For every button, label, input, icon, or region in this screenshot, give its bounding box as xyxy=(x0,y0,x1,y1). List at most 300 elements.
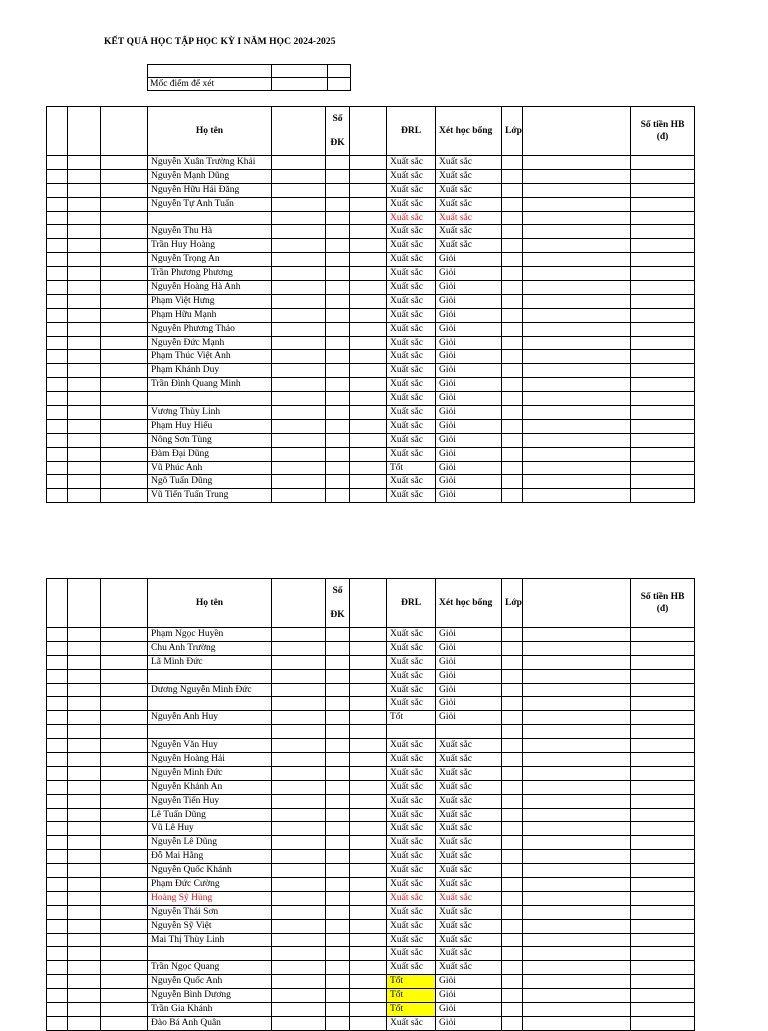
empty-cell xyxy=(502,766,523,780)
empty-cell xyxy=(101,878,148,892)
empty-cell xyxy=(68,711,101,725)
empty-cell xyxy=(631,905,695,919)
empty-cell xyxy=(101,489,148,503)
empty-cell xyxy=(272,766,326,780)
header-row xyxy=(47,579,695,628)
empty-cell xyxy=(47,239,68,253)
table-row xyxy=(47,183,695,197)
empty-cell xyxy=(47,711,68,725)
scholarship-value: Xuất sắc xyxy=(436,780,502,794)
empty-cell xyxy=(350,281,387,295)
drl-value: Xuất sắc xyxy=(387,308,436,322)
student-name xyxy=(148,725,272,739)
empty-cell xyxy=(272,739,326,753)
student-name: Nguyễn Sỹ Việt xyxy=(148,919,272,933)
empty-cell xyxy=(631,850,695,864)
empty-cell xyxy=(326,822,350,836)
table-row xyxy=(47,281,695,295)
empty-cell xyxy=(101,739,148,753)
empty-cell xyxy=(350,780,387,794)
drl-value: Xuất sắc xyxy=(387,197,436,211)
empty-cell xyxy=(502,989,523,1003)
empty-cell xyxy=(523,253,631,267)
empty-cell xyxy=(101,905,148,919)
drl-value: Xuất sắc xyxy=(387,808,436,822)
drl-value: Xuất sắc xyxy=(387,836,436,850)
scholarship-value: Xuất sắc xyxy=(436,225,502,239)
empty-cell xyxy=(47,169,68,183)
student-name xyxy=(148,211,272,225)
empty-cell xyxy=(47,947,68,961)
empty-cell xyxy=(631,322,695,336)
empty-cell xyxy=(350,822,387,836)
empty-cell xyxy=(272,211,326,225)
scholarship-value: Xuất sắc xyxy=(436,864,502,878)
empty-cell xyxy=(350,739,387,753)
empty-cell xyxy=(47,628,68,642)
empty-cell xyxy=(350,878,387,892)
empty-cell xyxy=(101,447,148,461)
empty-cell xyxy=(272,850,326,864)
scholarship-value: Xuất sắc xyxy=(436,961,502,975)
empty-cell xyxy=(326,947,350,961)
empty-cell xyxy=(101,780,148,794)
empty-cell xyxy=(523,739,631,753)
drl-value: Xuất sắc xyxy=(387,336,436,350)
empty-cell xyxy=(523,641,631,655)
empty-cell xyxy=(326,683,350,697)
table-row xyxy=(47,475,695,489)
student-name: Vũ Tiến Tuấn Trung xyxy=(148,489,272,503)
student-name: Phạm Việt Hưng xyxy=(148,294,272,308)
scholarship-value: Xuất sắc xyxy=(436,836,502,850)
empty-cell xyxy=(326,308,350,322)
empty-cell xyxy=(68,267,101,281)
scholarship-value: Giỏi xyxy=(436,336,502,350)
drl-value: Xuất sắc xyxy=(387,489,436,503)
student-name: Trần Huy Hoàng xyxy=(148,239,272,253)
empty-cell xyxy=(47,780,68,794)
scholarship-value: Xuất sắc xyxy=(436,891,502,905)
empty-cell xyxy=(47,989,68,1003)
empty-cell xyxy=(47,766,68,780)
scholarship-value: Giỏi xyxy=(436,489,502,503)
student-name: Trần Gia Khánh xyxy=(148,1003,272,1017)
empty-cell xyxy=(350,808,387,822)
empty-cell xyxy=(523,808,631,822)
empty-cell xyxy=(502,267,523,281)
student-name: Ngô Tuấn Dũng xyxy=(148,475,272,489)
drl-value: Xuất sắc xyxy=(387,669,436,683)
empty-cell xyxy=(631,655,695,669)
table-row xyxy=(47,822,695,836)
drl-value: Xuất sắc xyxy=(387,225,436,239)
empty-cell xyxy=(272,753,326,767)
empty-cell xyxy=(272,197,326,211)
empty-cell xyxy=(523,1016,631,1030)
empty-cell xyxy=(502,392,523,406)
student-name: Đàm Đại Dũng xyxy=(148,447,272,461)
empty-cell xyxy=(47,961,68,975)
empty-cell xyxy=(272,336,326,350)
empty-cell xyxy=(101,211,148,225)
empty-cell xyxy=(523,669,631,683)
empty-cell xyxy=(101,628,148,642)
empty-cell xyxy=(631,933,695,947)
empty-cell xyxy=(47,336,68,350)
empty-cell xyxy=(350,1016,387,1030)
table-row xyxy=(47,739,695,753)
header-so-dk: Số ĐK xyxy=(326,107,350,156)
empty-cell xyxy=(350,350,387,364)
empty-cell xyxy=(523,711,631,725)
student-name: Lã Minh Đức xyxy=(148,655,272,669)
empty-cell xyxy=(350,378,387,392)
empty-cell xyxy=(326,253,350,267)
empty-cell xyxy=(523,461,631,475)
scholarship-value xyxy=(436,725,502,739)
empty-cell xyxy=(68,655,101,669)
empty-cell xyxy=(272,919,326,933)
table-row xyxy=(47,461,695,475)
criteria-row xyxy=(148,78,351,91)
empty-cell xyxy=(47,294,68,308)
empty-cell xyxy=(101,864,148,878)
empty-cell xyxy=(523,947,631,961)
empty-cell xyxy=(502,864,523,878)
empty-cell xyxy=(101,891,148,905)
empty-cell xyxy=(502,641,523,655)
empty-cell xyxy=(326,1003,350,1017)
empty-cell xyxy=(326,419,350,433)
empty-cell xyxy=(523,447,631,461)
empty-cell xyxy=(631,1003,695,1017)
empty-cell xyxy=(350,392,387,406)
drl-value: Xuất sắc xyxy=(387,905,436,919)
empty-cell xyxy=(326,461,350,475)
table-row xyxy=(47,350,695,364)
drl-value: Tốt xyxy=(387,975,436,989)
empty-cell xyxy=(631,378,695,392)
empty-cell xyxy=(68,836,101,850)
empty-cell xyxy=(47,864,68,878)
empty-cell xyxy=(502,447,523,461)
empty-cell xyxy=(47,933,68,947)
drl-value: Xuất sắc xyxy=(387,878,436,892)
empty-cell xyxy=(350,697,387,711)
drl-value: Xuất sắc xyxy=(387,961,436,975)
table-row xyxy=(47,766,695,780)
empty-cell xyxy=(350,975,387,989)
empty-cell xyxy=(68,392,101,406)
drl-value: Xuất sắc xyxy=(387,281,436,295)
empty-cell xyxy=(101,378,148,392)
criteria-label: Mốc điểm để xét xyxy=(148,78,272,91)
empty-cell xyxy=(523,392,631,406)
empty-cell xyxy=(101,725,148,739)
empty-cell xyxy=(523,725,631,739)
empty-cell xyxy=(47,836,68,850)
scholarship-value: Giỏi xyxy=(436,419,502,433)
drl-value: Tốt xyxy=(387,711,436,725)
empty-cell xyxy=(47,905,68,919)
empty-cell xyxy=(523,489,631,503)
empty-cell xyxy=(350,197,387,211)
table-row xyxy=(47,392,695,406)
empty-cell xyxy=(101,669,148,683)
empty-cell xyxy=(101,989,148,1003)
empty-cell xyxy=(631,878,695,892)
empty-cell xyxy=(68,364,101,378)
empty-cell xyxy=(68,281,101,295)
drl-value: Xuất sắc xyxy=(387,475,436,489)
table-row xyxy=(47,1016,695,1030)
empty-cell xyxy=(68,891,101,905)
drl-value: Xuất sắc xyxy=(387,947,436,961)
empty-cell xyxy=(350,475,387,489)
empty-cell xyxy=(631,766,695,780)
drl-value xyxy=(387,725,436,739)
empty-cell xyxy=(502,891,523,905)
empty-cell xyxy=(272,697,326,711)
empty-cell xyxy=(502,850,523,864)
drl-value: Xuất sắc xyxy=(387,183,436,197)
empty-cell xyxy=(631,753,695,767)
table-row xyxy=(47,239,695,253)
empty-cell xyxy=(326,239,350,253)
empty-cell xyxy=(68,697,101,711)
empty-cell xyxy=(47,739,68,753)
empty-cell xyxy=(272,933,326,947)
empty-cell xyxy=(523,1003,631,1017)
drl-value: Xuất sắc xyxy=(387,169,436,183)
empty-cell xyxy=(631,281,695,295)
empty-cell xyxy=(68,489,101,503)
empty-cell xyxy=(631,169,695,183)
empty-cell xyxy=(326,780,350,794)
empty-cell xyxy=(272,183,326,197)
empty-cell xyxy=(631,239,695,253)
empty-cell xyxy=(502,419,523,433)
scholarship-value: Xuất sắc xyxy=(436,239,502,253)
student-name: Nguyễn Mạnh Dũng xyxy=(148,169,272,183)
empty-cell xyxy=(101,406,148,420)
student-name: Đào Bá Anh Quân xyxy=(148,1016,272,1030)
empty-cell xyxy=(326,808,350,822)
empty-cell xyxy=(326,655,350,669)
empty-cell xyxy=(326,156,350,170)
student-name: Dương Nguyễn Minh Đức xyxy=(148,683,272,697)
empty-cell xyxy=(326,475,350,489)
drl-value: Xuất sắc xyxy=(387,739,436,753)
empty-cell xyxy=(101,794,148,808)
empty-cell xyxy=(272,683,326,697)
student-name: Vũ Lê Huy xyxy=(148,822,272,836)
scholarship-value: Giỏi xyxy=(436,253,502,267)
empty-cell xyxy=(272,156,326,170)
empty-cell xyxy=(350,336,387,350)
scholarship-value: Xuất sắc xyxy=(436,183,502,197)
empty-cell xyxy=(502,669,523,683)
empty-cell xyxy=(272,169,326,183)
empty-cell xyxy=(350,933,387,947)
scholarship-value: Xuất sắc xyxy=(436,197,502,211)
empty-cell xyxy=(68,156,101,170)
empty-cell xyxy=(502,211,523,225)
empty-cell xyxy=(523,628,631,642)
empty-cell xyxy=(631,350,695,364)
table-row xyxy=(47,156,695,170)
criteria-row-empty xyxy=(148,65,351,78)
empty-cell xyxy=(272,864,326,878)
empty-cell xyxy=(326,628,350,642)
student-name: Vương Thùy Linh xyxy=(148,406,272,420)
empty-cell xyxy=(350,655,387,669)
empty-cell xyxy=(631,419,695,433)
empty-cell xyxy=(47,725,68,739)
empty-cell xyxy=(326,433,350,447)
scholarship-value: Giỏi xyxy=(436,697,502,711)
empty-cell xyxy=(631,447,695,461)
empty-cell xyxy=(631,711,695,725)
empty-cell xyxy=(350,447,387,461)
empty-cell xyxy=(47,350,68,364)
table-row xyxy=(47,211,695,225)
drl-value: Xuất sắc xyxy=(387,766,436,780)
table-row xyxy=(47,808,695,822)
empty-cell xyxy=(631,489,695,503)
header-so-dk: Số ĐK xyxy=(326,579,350,628)
empty-cell xyxy=(68,975,101,989)
scholarship-value: Xuất sắc xyxy=(436,753,502,767)
empty-cell xyxy=(272,725,326,739)
empty-cell xyxy=(631,1016,695,1030)
empty-cell xyxy=(631,822,695,836)
empty-cell xyxy=(326,836,350,850)
empty-cell xyxy=(68,794,101,808)
empty-cell xyxy=(502,364,523,378)
scholarship-value: Xuất sắc xyxy=(436,919,502,933)
empty-cell xyxy=(272,641,326,655)
table-row xyxy=(47,933,695,947)
empty-cell xyxy=(350,364,387,378)
empty-cell xyxy=(68,933,101,947)
drl-value: Xuất sắc xyxy=(387,267,436,281)
empty-cell xyxy=(350,947,387,961)
student-name: Nguyễn Khánh An xyxy=(148,780,272,794)
empty-cell xyxy=(326,392,350,406)
empty-cell xyxy=(101,197,148,211)
empty-cell xyxy=(326,322,350,336)
empty-cell xyxy=(523,989,631,1003)
empty-cell xyxy=(68,766,101,780)
empty-cell xyxy=(272,378,326,392)
scholarship-value: Xuất sắc xyxy=(436,947,502,961)
student-name: Phạm Khánh Duy xyxy=(148,364,272,378)
empty-cell xyxy=(101,294,148,308)
student-name xyxy=(148,947,272,961)
empty-cell xyxy=(47,850,68,864)
table-row xyxy=(47,780,695,794)
empty-cell xyxy=(523,850,631,864)
table-row xyxy=(47,197,695,211)
empty-cell xyxy=(350,850,387,864)
empty-cell xyxy=(502,489,523,503)
empty-cell xyxy=(68,628,101,642)
empty-cell xyxy=(101,156,148,170)
empty-cell xyxy=(272,489,326,503)
student-name: Trần Đình Quang Minh xyxy=(148,378,272,392)
empty-cell xyxy=(101,183,148,197)
empty-cell xyxy=(523,294,631,308)
scholarship-value: Giỏi xyxy=(436,308,502,322)
empty-cell xyxy=(68,739,101,753)
empty-cell xyxy=(272,281,326,295)
empty-cell xyxy=(523,433,631,447)
student-name: Trần Ngọc Quang xyxy=(148,961,272,975)
scholarship-value: Xuất sắc xyxy=(436,156,502,170)
drl-value: Xuất sắc xyxy=(387,253,436,267)
results-table-1 xyxy=(46,106,695,503)
empty-cell xyxy=(523,281,631,295)
empty-cell xyxy=(68,239,101,253)
empty-cell xyxy=(101,169,148,183)
empty-cell xyxy=(47,975,68,989)
empty-cell xyxy=(350,725,387,739)
empty-cell xyxy=(68,419,101,433)
table-row xyxy=(47,378,695,392)
empty-cell xyxy=(326,961,350,975)
empty-cell xyxy=(326,753,350,767)
scholarship-value: Giỏi xyxy=(436,711,502,725)
student-name xyxy=(148,697,272,711)
table-row xyxy=(47,711,695,725)
empty-cell xyxy=(326,878,350,892)
empty-cell xyxy=(631,156,695,170)
scholarship-value: Giỏi xyxy=(436,281,502,295)
empty-cell xyxy=(272,905,326,919)
empty-cell xyxy=(631,836,695,850)
empty-cell xyxy=(502,933,523,947)
empty-cell xyxy=(631,919,695,933)
header-ho-ten: Họ tên xyxy=(148,107,272,156)
empty-cell xyxy=(272,822,326,836)
empty-cell xyxy=(326,294,350,308)
empty-cell xyxy=(68,919,101,933)
table-row xyxy=(47,836,695,850)
empty-cell xyxy=(631,864,695,878)
table-row xyxy=(47,169,695,183)
empty-cell xyxy=(631,225,695,239)
empty-cell xyxy=(47,919,68,933)
empty-cell xyxy=(47,753,68,767)
empty-cell xyxy=(47,183,68,197)
empty-cell xyxy=(631,294,695,308)
empty-cell xyxy=(326,336,350,350)
empty-cell xyxy=(631,697,695,711)
student-name: Hoàng Sỹ Hùng xyxy=(148,891,272,905)
empty-cell xyxy=(631,628,695,642)
table-row xyxy=(47,364,695,378)
empty-cell xyxy=(272,475,326,489)
empty-cell xyxy=(101,475,148,489)
empty-cell xyxy=(101,322,148,336)
drl-value: Xuất sắc xyxy=(387,933,436,947)
empty-cell xyxy=(631,683,695,697)
empty-cell xyxy=(272,780,326,794)
drl-value: Xuất sắc xyxy=(387,753,436,767)
table-row xyxy=(47,961,695,975)
